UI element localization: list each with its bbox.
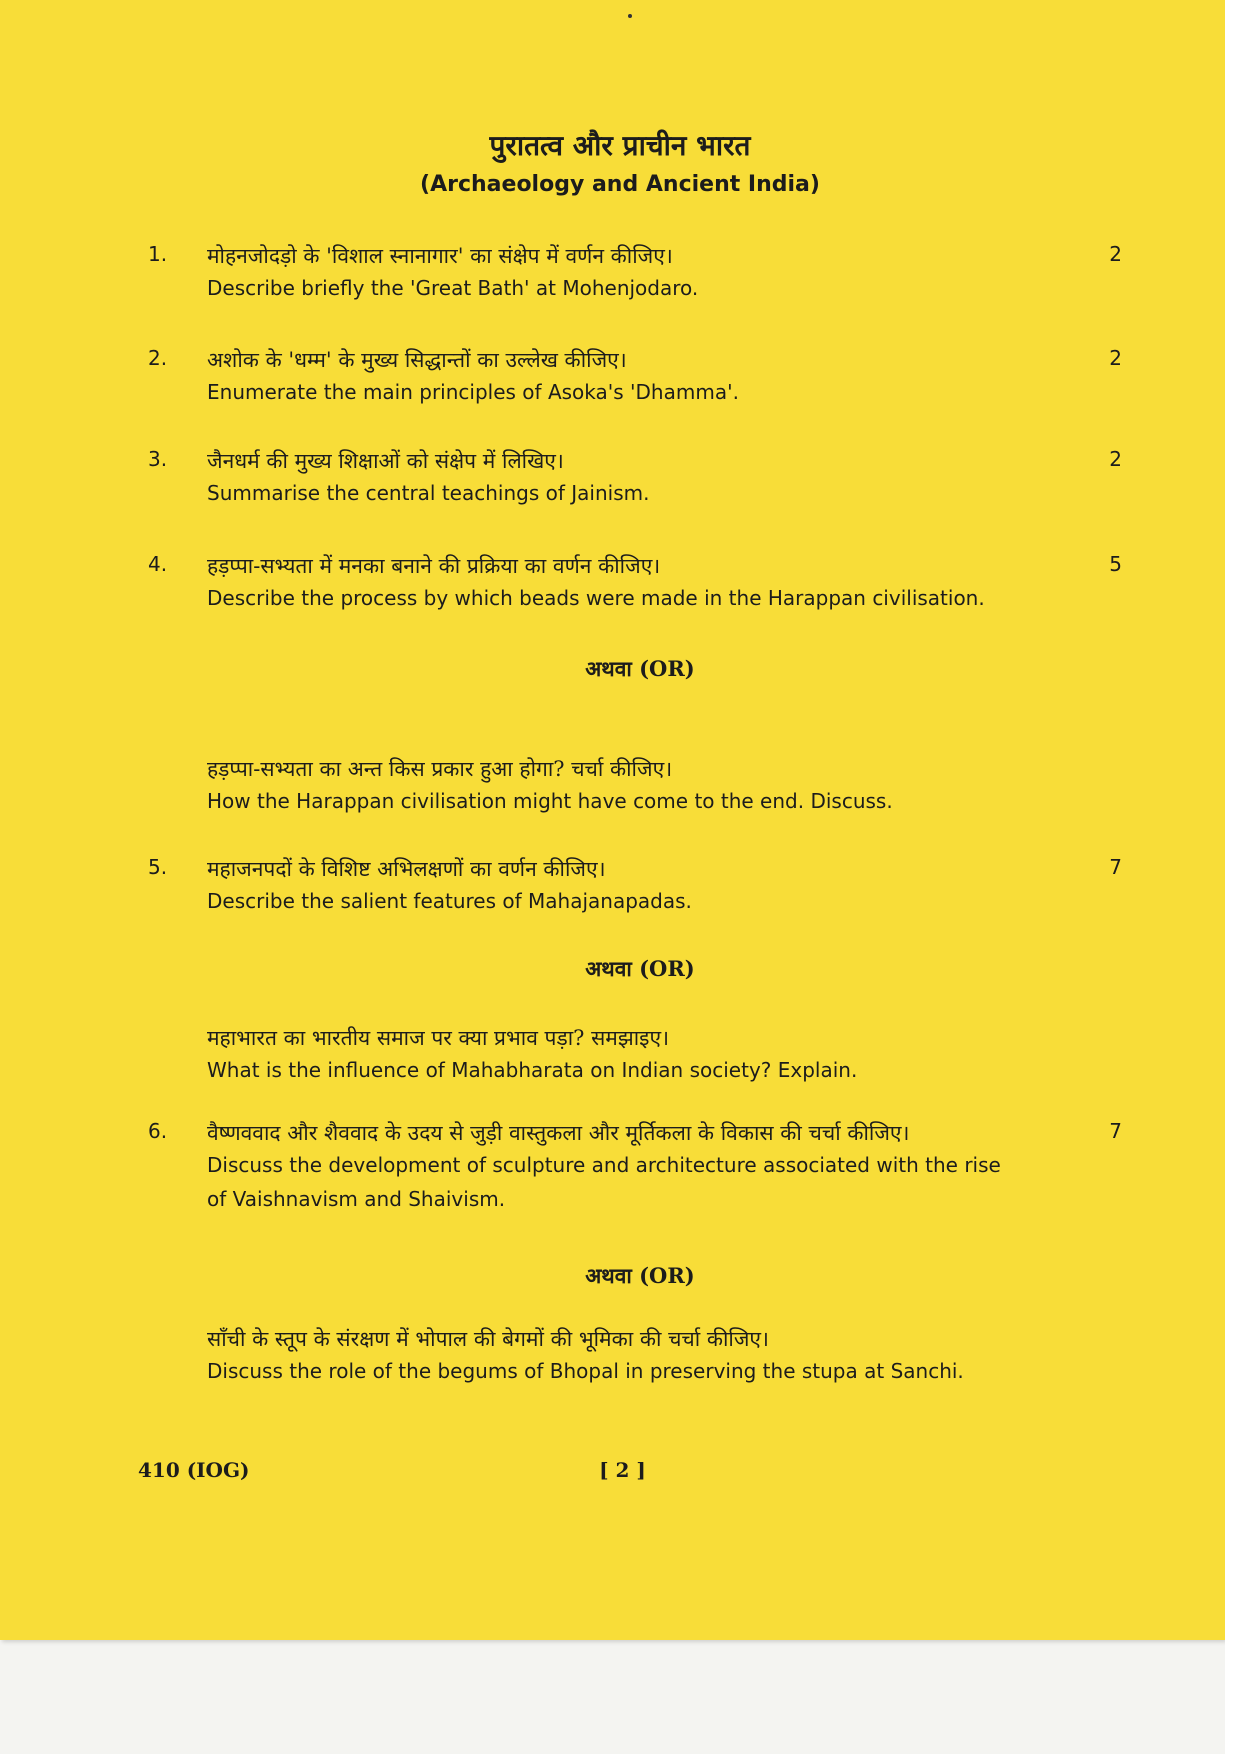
question-number: 2. bbox=[148, 346, 168, 370]
or-divider: अथवा (OR) bbox=[585, 656, 695, 681]
question-text-english: Describe the process by which beads were made in the Harappan civilisation. bbox=[207, 586, 985, 610]
title-hindi: पुरातत्व और प्राचीन भारत bbox=[489, 129, 751, 162]
question-text-hindi: अशोक के 'धम्म' के मुख्य सिद्धान्तों का उल्लेख कीजिए। bbox=[207, 348, 627, 372]
question-text-english: Discuss the development of sculpture and architecture associated with the rise bbox=[207, 1153, 1001, 1177]
question-marks: 7 bbox=[1109, 855, 1122, 879]
question-marks: 2 bbox=[1109, 447, 1122, 471]
or-divider: अथवा (OR) bbox=[585, 1263, 695, 1288]
question-number: 4. bbox=[148, 552, 168, 576]
question-marks: 7 bbox=[1109, 1119, 1122, 1143]
or-divider: अथवा (OR) bbox=[585, 956, 695, 981]
alternative-text-hindi: हड़प्पा-सभ्यता का अन्त किस प्रकार हुआ होगा? चर्चा कीजिए। bbox=[207, 757, 673, 781]
question-text-english: Describe the salient features of Mahajanapadas. bbox=[207, 889, 692, 913]
page-number: [ 2 ] bbox=[599, 1458, 646, 1482]
page-edge bbox=[1225, 0, 1240, 1754]
question-text-hindi: वैष्णववाद और शैववाद के उदय से जुड़ी वास्तुकला और मूर्तिकला के विकास की चर्चा कीजिए। bbox=[207, 1121, 910, 1145]
title-english: (Archaeology and Ancient India) bbox=[420, 172, 820, 197]
question-text-english-continued: of Vaishnavism and Shaivism. bbox=[207, 1187, 506, 1211]
alternative-text-hindi: महाभारत का भारतीय समाज पर क्या प्रभाव पड़ा? समझाइए। bbox=[207, 1026, 670, 1050]
question-number: 6. bbox=[148, 1119, 168, 1143]
alternative-text-hindi: साँची के स्तूप के संरक्षण में भोपाल की बेगमों की भूमिका की चर्चा कीजिए। bbox=[207, 1327, 770, 1351]
question-text-hindi: हड़प्पा-सभ्यता में मनका बनाने की प्रक्रिया का वर्णन कीजिए। bbox=[207, 554, 661, 578]
alternative-text-english: What is the influence of Mahabharata on Indian society? Explain. bbox=[207, 1058, 858, 1082]
paper-code: 410 (IOG) bbox=[138, 1458, 250, 1482]
question-text-english: Enumerate the main principles of Asoka's 'Dhamma'. bbox=[207, 380, 739, 404]
question-number: 1. bbox=[148, 242, 168, 266]
question-marks: 2 bbox=[1109, 242, 1122, 266]
question-text-english: Summarise the central teachings of Jainism. bbox=[207, 481, 650, 505]
alternative-text-english: Discuss the role of the begums of Bhopal in preserving the stupa at Sanchi. bbox=[207, 1359, 964, 1383]
speck bbox=[628, 14, 632, 18]
alternative-text-english: How the Harappan civilisation might have come to the end. Discuss. bbox=[207, 789, 893, 813]
question-marks: 5 bbox=[1109, 552, 1122, 576]
question-text-hindi: महाजनपदों के विशिष्ट अभिलक्षणों का वर्णन कीजिए। bbox=[207, 857, 606, 881]
question-marks: 2 bbox=[1109, 346, 1122, 370]
question-text-hindi: जैनधर्म की मुख्य शिक्षाओं को संक्षेप में लिखिए। bbox=[207, 449, 564, 473]
question-number: 5. bbox=[148, 855, 168, 879]
question-text-hindi: मोहनजोदड़ो के 'विशाल स्नानागार' का संक्षेप में वर्णन कीजिए। bbox=[207, 244, 673, 268]
question-number: 3. bbox=[148, 447, 168, 471]
question-text-english: Describe briefly the 'Great Bath' at Mohenjodaro. bbox=[207, 276, 699, 300]
